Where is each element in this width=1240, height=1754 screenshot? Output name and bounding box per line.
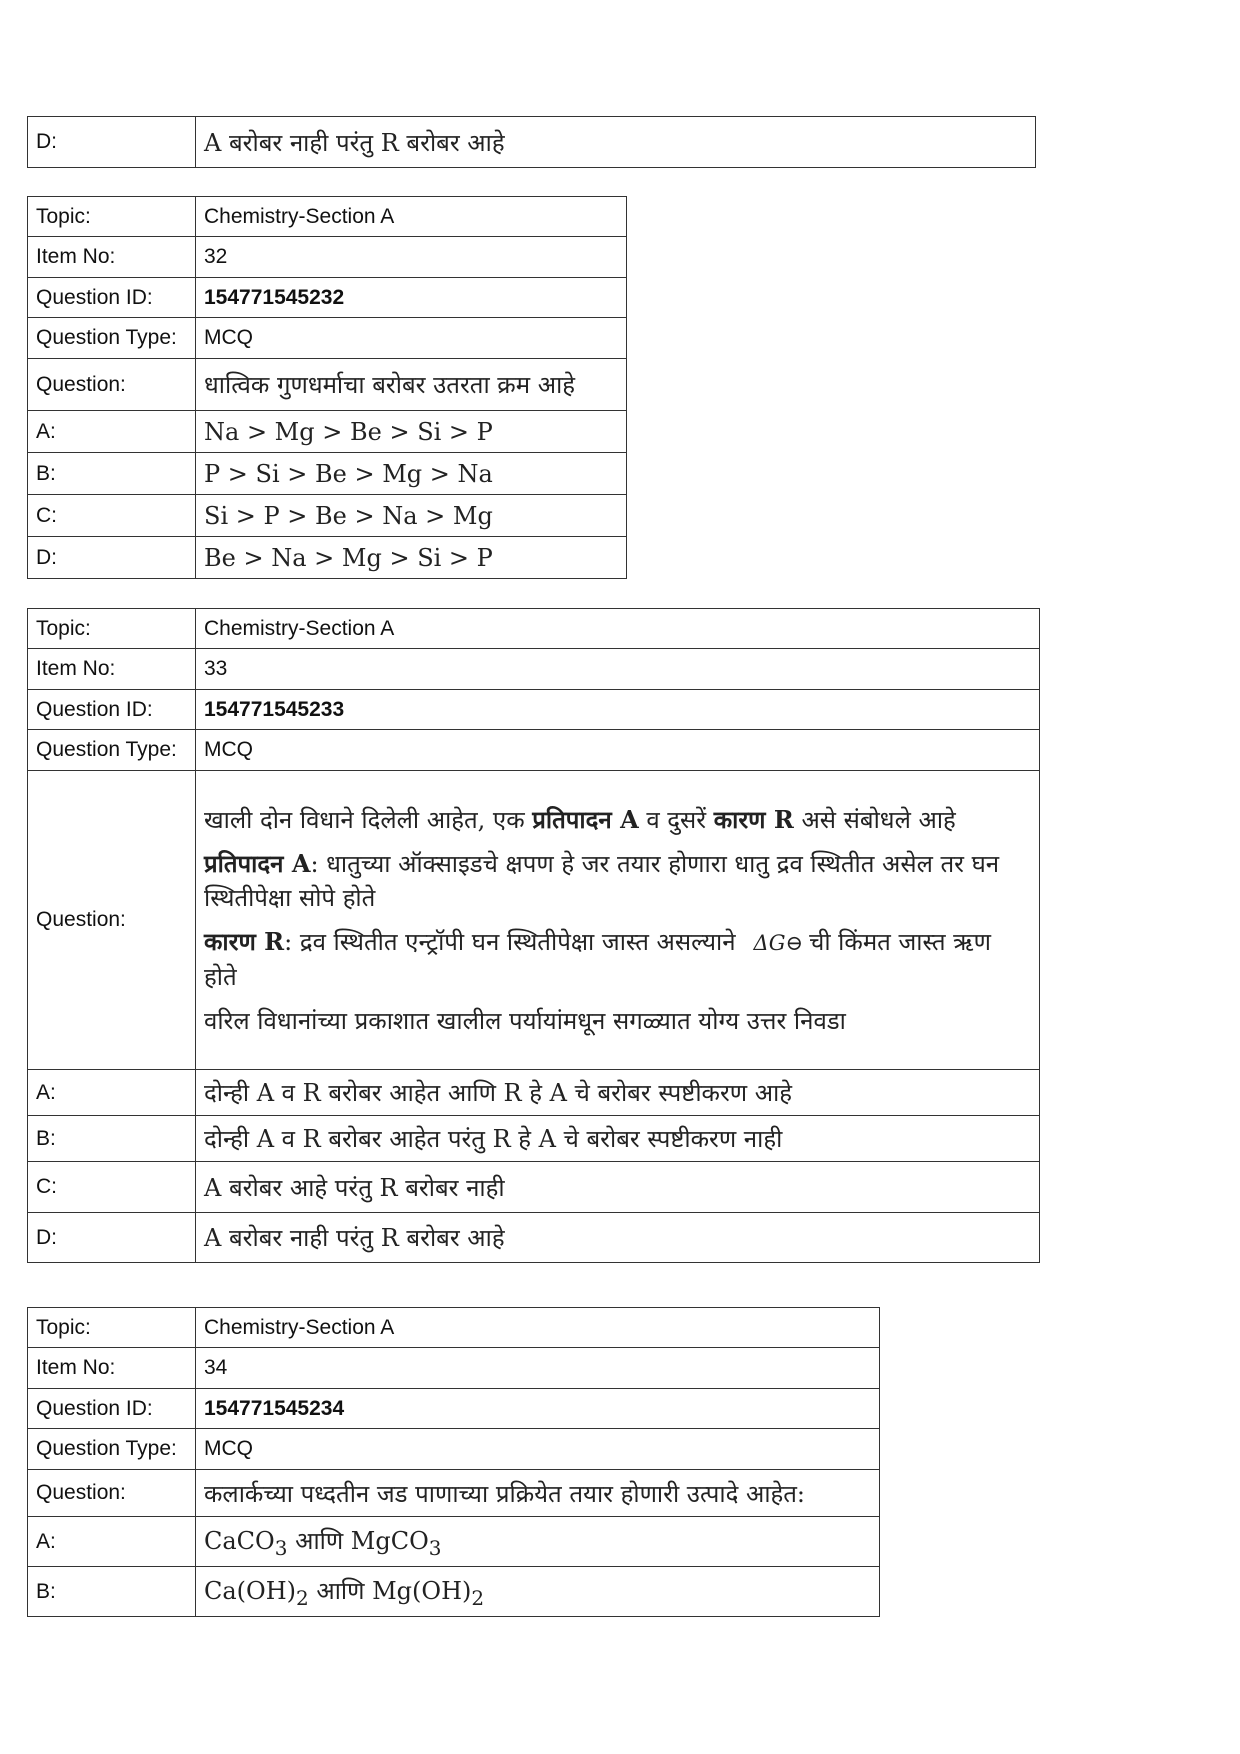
- topic-label: Topic:: [28, 1308, 196, 1348]
- question-row: [28, 1470, 880, 1517]
- topic-label: Topic:: [28, 609, 196, 649]
- reason-text: : द्रव स्थितीत एन्ट्रॉपी घन स्थितीपेक्षा जास्त असल्याने: [284, 927, 736, 956]
- question-label: Question:: [28, 1470, 196, 1517]
- option-d-row: [28, 1213, 1040, 1263]
- option-b-row: [28, 1567, 880, 1617]
- option-c-label: C:: [28, 1162, 196, 1213]
- question-row: [28, 771, 1040, 1070]
- reason-label: कारण R: [204, 926, 285, 956]
- question-type-label: Question Type:: [28, 730, 196, 771]
- topic-row: [28, 609, 1040, 649]
- option-a-value: Na > Mg > Be > Si > P: [196, 411, 627, 453]
- question-id-label: Question ID:: [28, 278, 196, 318]
- item-no-value: 32: [196, 237, 627, 278]
- topic-value: Chemistry-Section A: [196, 1308, 880, 1348]
- option-b-row: [28, 453, 627, 495]
- option-a-value: दोन्ही A व R बरोबर आहेत आणि R हे A चे बरोबर स्पष्टीकरण आहे: [196, 1070, 1040, 1116]
- question-type-value: MCQ: [196, 730, 1040, 771]
- assertion-term: प्रतिपादन A: [532, 804, 639, 834]
- option-a-label: A:: [28, 1517, 196, 1567]
- item-no-value: 34: [196, 1348, 880, 1389]
- question-text: धात्विक गुणधर्माचा बरोबर उतरता क्रम आहे: [196, 359, 627, 411]
- question-type-row: [28, 1429, 880, 1470]
- reason-term: कारण R: [713, 804, 794, 834]
- option-c-row: [28, 1162, 1040, 1213]
- option-d-label: D:: [28, 537, 196, 579]
- option-d-value: A बरोबर नाही परंतु R बरोबर आहे: [196, 1213, 1040, 1263]
- assertion-statement: [204, 847, 1031, 915]
- item-no-row: [28, 1348, 880, 1389]
- question-id-row: [28, 1389, 880, 1429]
- option-c-value: A बरोबर आहे परंतु R बरोबर नाही: [196, 1162, 1040, 1213]
- question-label: Question:: [28, 771, 196, 1070]
- topic-row: [28, 197, 627, 237]
- question-id-value: 154771545234: [196, 1389, 880, 1429]
- option-c-row: [28, 495, 627, 537]
- question-type-label: Question Type:: [28, 318, 196, 359]
- question-type-row: [28, 318, 627, 359]
- question-id-row: [28, 278, 627, 318]
- option-b-label: B:: [28, 1116, 196, 1162]
- question-type-value: MCQ: [196, 1429, 880, 1470]
- option-d-label: D:: [28, 117, 196, 168]
- option-b-label: B:: [28, 1567, 196, 1617]
- option-c-label: C:: [28, 495, 196, 537]
- question-type-row: [28, 730, 1040, 771]
- option-a-value: CaCO$_3$ आणि MgCO$_3$: [196, 1517, 880, 1567]
- question-type-value: MCQ: [196, 318, 627, 359]
- question-32-table: [27, 196, 627, 579]
- option-d-row: [28, 537, 627, 579]
- option-a-row: [28, 1070, 1040, 1116]
- question-id-value: 154771545232: [196, 278, 627, 318]
- option-b-value: $Ca(OH)_2$ आणि $Mg(OH)_2$: [196, 1567, 880, 1617]
- question-33-table: [27, 608, 1040, 1263]
- topic-value: Chemistry-Section A: [196, 197, 627, 237]
- item-no-row: [28, 649, 1040, 690]
- option-d-value: Be > Na > Mg > Si > P: [196, 537, 627, 579]
- question-type-label: Question Type:: [28, 1429, 196, 1470]
- assertion-text: : धातुच्या ऑक्साइडचे क्षपण हे जर तयार होणारा धातु द्रव स्थितीत असेल तर घन स्थितीपेक्षा सोपे होते: [204, 849, 1000, 912]
- option-c-value: Si > P > Be > Na > Mg: [196, 495, 627, 537]
- option-a-row: [28, 1517, 880, 1567]
- question-label: Question:: [28, 359, 196, 411]
- option-b-value: दोन्ही A व R बरोबर आहेत परंतु R हे A चे बरोबर स्पष्टीकरण नाही: [196, 1116, 1040, 1162]
- question-id-label: Question ID:: [28, 690, 196, 730]
- topic-label: Topic:: [28, 197, 196, 237]
- option-a-label: A:: [28, 1070, 196, 1116]
- option-b-value: P > Si > Be > Mg > Na: [196, 453, 627, 495]
- question-id-label: Question ID:: [28, 1389, 196, 1429]
- option-d-value: A बरोबर नाही परंतु R बरोबर आहे: [196, 117, 1036, 168]
- topic-value: Chemistry-Section A: [196, 609, 1040, 649]
- question-text: कलार्कच्या पध्दतीन जड पाणाच्या प्रक्रियेत तयार होणारी उत्पादे आहेत:: [196, 1470, 880, 1517]
- assertion-label: प्रतिपादन A: [204, 848, 311, 878]
- item-no-value: 33: [196, 649, 1040, 690]
- option-d-label: D:: [28, 1213, 196, 1263]
- option-a-row: [28, 411, 627, 453]
- option-b-label: B:: [28, 453, 196, 495]
- reason-statement: [204, 925, 1031, 994]
- option-d-row: [28, 117, 1036, 168]
- topic-row: [28, 1308, 880, 1348]
- prev-question-table: [27, 116, 1036, 168]
- question-id-row: [28, 690, 1040, 730]
- instruction-text: वरिल विधानांच्या प्रकाशात खालील पर्यायांमधून सगळ्यात योग्य उत्तर निवडा: [204, 1006, 846, 1035]
- item-no-row: [28, 237, 627, 278]
- question-id-value: 154771545233: [196, 690, 1040, 730]
- delta-g-symbol: ΔG⊖: [753, 930, 804, 955]
- question-row: [28, 359, 627, 411]
- question-34-table: [27, 1307, 880, 1617]
- question-body: [196, 771, 1040, 1070]
- question-intro: खाली दोन विधाने दिलेली आहेत, एक प्रतिपादन A व दुसरें कारण R असे संबोधले आहे: [204, 804, 956, 834]
- option-a-label: A:: [28, 411, 196, 453]
- option-b-row: [28, 1116, 1040, 1162]
- reason-text-2: ची किंमत जास्त ऋण होते: [204, 927, 991, 991]
- item-no-label: Item No:: [28, 649, 196, 690]
- item-no-label: Item No:: [28, 1348, 196, 1389]
- item-no-label: Item No:: [28, 237, 196, 278]
